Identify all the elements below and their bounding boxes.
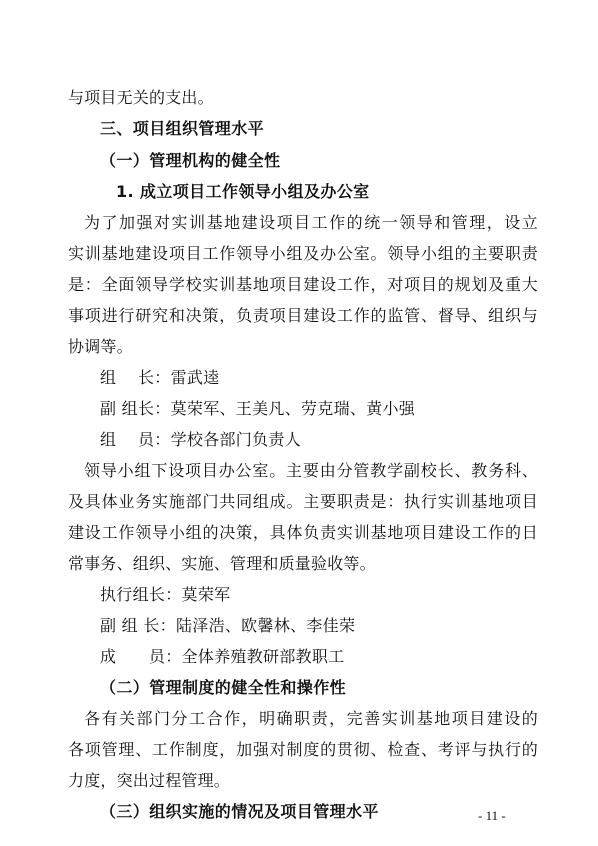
- member-names: 陆泽浩、欧馨林、李佳荣: [175, 616, 356, 635]
- paragraph-line: 实训基地建设项目工作领导小组及办公室。领导小组的主要职责: [68, 244, 538, 263]
- member-names: 莫荣军: [181, 585, 231, 604]
- leader-row: [100, 368, 220, 388]
- paragraph-line: 各项管理、工作制度，加强对制度的贯彻、检查、考评与执行的: [68, 740, 538, 759]
- paragraph-line: 为了加强对实训基地建设项目工作的统一领导和管理，设立: [84, 213, 538, 232]
- paragraph-line: 事项进行研究和决策，负责项目建设工作的监管、督导、组织与: [68, 306, 538, 325]
- paragraph-line: 常事务、组织、实施、管理和质量验收等。: [68, 554, 376, 573]
- paragraph-tail: 与项目无关的支出。: [68, 88, 214, 107]
- role-label: 组 员：: [100, 430, 171, 449]
- executive-leader-row: [100, 585, 230, 605]
- paragraph-line: 各有关部门分工合作，明确职责，完善实训基地项目建设的: [84, 709, 538, 728]
- paragraph-line: 是：全面领导学校实训基地项目建设工作，对项目的规划及重大: [68, 275, 538, 294]
- member-names: 雷武逵: [170, 368, 220, 387]
- page-number: - 11 -: [478, 808, 506, 823]
- paragraph-line: 协调等。: [68, 337, 133, 356]
- member-names: 莫荣军、王美凡、劳克瑞、黄小强: [170, 399, 416, 418]
- item-heading-1: 1. 成立项目工作领导小组及办公室: [116, 182, 370, 201]
- members-row: [100, 647, 345, 667]
- deputy-leader-row: [100, 616, 355, 636]
- role-label: 成 员：: [100, 647, 182, 666]
- member-names: 全体养殖教研部教职工: [181, 647, 345, 666]
- member-names: 学校各部门负责人: [170, 430, 301, 449]
- paragraph-line: 领导小组下设项目办公室。主要由分管教学副校长、教务科、: [84, 461, 538, 480]
- members-row: [100, 430, 301, 450]
- paragraph-line: 及具体业务实施部门共同组成。主要职责是：执行实训基地项目: [68, 492, 538, 511]
- subsection-heading-3: （三）组织实施的情况及项目管理水平: [100, 802, 379, 821]
- paragraph-line: 力度，突出过程管理。: [68, 771, 231, 790]
- subsection-heading-1: （一）管理机构的健全性: [100, 151, 281, 170]
- role-label: 执行组长：: [100, 585, 182, 604]
- role-label: 组 长：: [100, 368, 171, 387]
- role-label: 副 组长：: [100, 399, 171, 418]
- subsection-heading-2: （二）管理制度的健全性和操作性: [100, 678, 347, 697]
- deputy-leader-row: [100, 399, 415, 419]
- role-label: 副 组 长：: [100, 616, 176, 635]
- section-heading-3: 三、项目组织管理水平: [100, 119, 265, 138]
- paragraph-line: 建设工作领导小组的决策，具体负责实训基地项目建设工作的日: [68, 523, 538, 542]
